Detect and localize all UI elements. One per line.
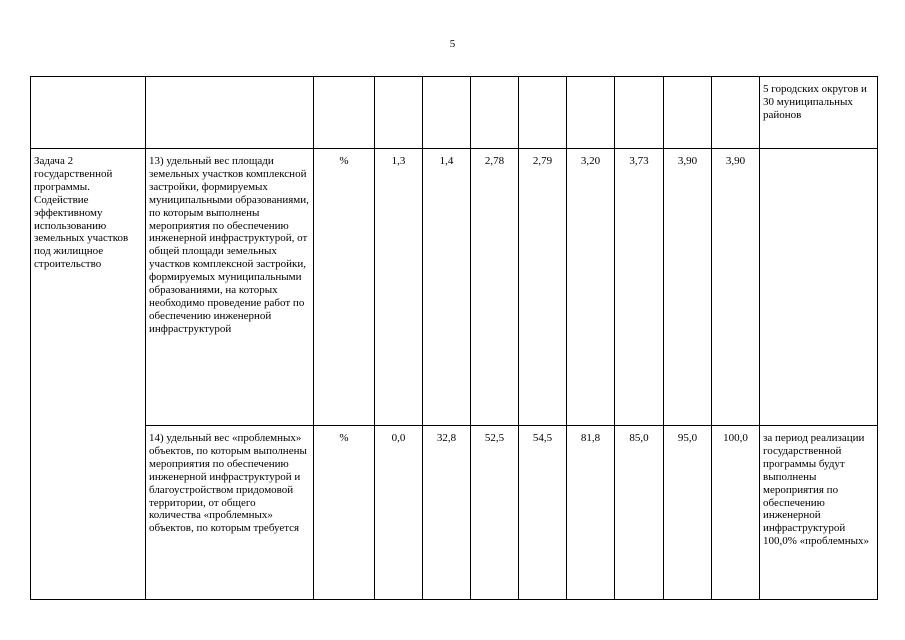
value-cell: 3,73	[615, 149, 664, 426]
unit-cell: %	[314, 426, 375, 600]
value-cell: 0,0	[375, 426, 423, 600]
value-cell: 2,78	[471, 149, 519, 426]
empty-cell	[314, 77, 375, 149]
header-continuation-row	[31, 77, 878, 149]
indicator-cell: 14) удельный вес «проблемных» объектов, по которым выполнены мероприятия по обеспечению инженерной инфраструктурой и благоустройством придомовой территории, от общего количества «проблемных» объектов, по которым требуется	[146, 426, 314, 600]
table-row	[31, 426, 878, 600]
table-row	[31, 149, 878, 426]
empty-cell	[519, 77, 567, 149]
empty-cell	[375, 77, 423, 149]
empty-cell	[146, 77, 314, 149]
value-cell: 54,5	[519, 426, 567, 600]
empty-cell	[615, 77, 664, 149]
value-cell: 3,20	[567, 149, 615, 426]
empty-cell	[471, 77, 519, 149]
value-cell: 1,4	[423, 149, 471, 426]
empty-cell	[712, 77, 760, 149]
note-cell	[760, 149, 878, 426]
value-cell: 2,79	[519, 149, 567, 426]
page-number: 5	[449, 38, 456, 50]
value-cell: 3,90	[664, 149, 712, 426]
value-cell: 95,0	[664, 426, 712, 600]
empty-cell	[567, 77, 615, 149]
empty-cell	[423, 77, 471, 149]
note-cell: за период реализации государственной программы будут выполнены мероприятия по обеспечению инженерной инфраструктурой 100,0% «проблемных»	[760, 426, 878, 600]
value-cell: 1,3	[375, 149, 423, 426]
value-cell: 81,8	[567, 426, 615, 600]
value-cell: 32,8	[423, 426, 471, 600]
empty-cell	[664, 77, 712, 149]
value-cell: 85,0	[615, 426, 664, 600]
indicators-table	[30, 76, 878, 600]
value-cell: 52,5	[471, 426, 519, 600]
task-cell: Задача 2 государственной программы. Содействие эффективному использованию земельных участков под жилищное строительство	[31, 149, 146, 600]
value-cell: 100,0	[712, 426, 760, 600]
unit-cell: %	[314, 149, 375, 426]
empty-cell	[31, 77, 146, 149]
indicator-cell: 13) удельный вес площади земельных участков комплексной застройки, формируемых муниципальными образованиями, по которым выполнены мероприятия по обеспечению инженерной инфраструктурой, от общей площади земельных участков комплексной застройки, формируемых муниципальными образованиями, на которых необходимо проведение работ по обеспечению инженерной инфраструктурой	[146, 149, 314, 426]
value-cell: 3,90	[712, 149, 760, 426]
note-cell: 5 городских округов и 30 муниципальных районов	[760, 77, 878, 149]
